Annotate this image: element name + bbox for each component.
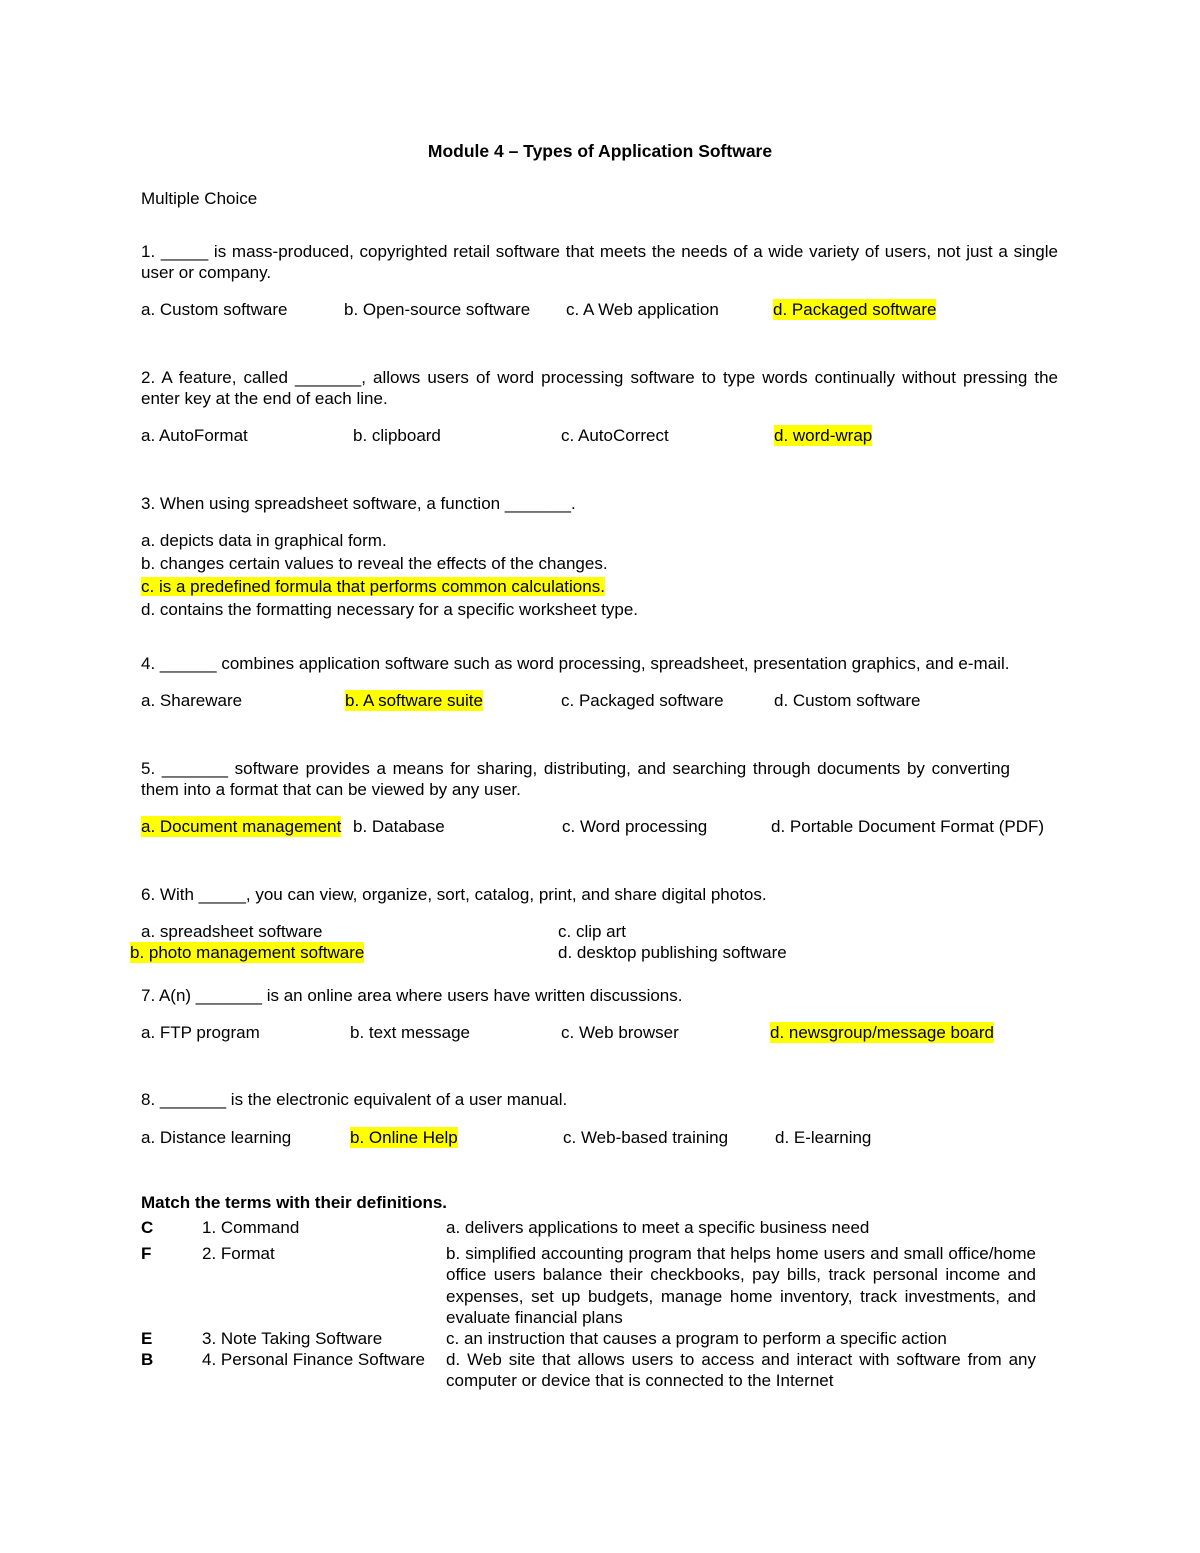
question-5-options (141, 816, 1101, 840)
matching-definition: d. Web site that allows users to access and interact with software from any computer or device that is connected to the Internet (446, 1350, 1036, 1391)
matching-answer-letter: E (141, 1329, 153, 1348)
q6-option-b-highlighted: b. photo management software (130, 943, 365, 962)
q1-option-b: b. Open-source software (344, 300, 531, 319)
q2-option-c: c. AutoCorrect (561, 426, 669, 445)
matching-definition: a. delivers applications to meet a specific business need (446, 1218, 870, 1237)
question-8-text: 8. _______ is the electronic equivalent of a user manual. (141, 1090, 568, 1109)
q4-option-a: a. Shareware (141, 691, 243, 710)
matching-answer-letter: F (141, 1244, 152, 1263)
question-4-text: 4. ______ combines application software such as word processing, spreadsheet, presentation graphics, and e-mail. (141, 654, 1010, 673)
question-1-text: 1. _____ is mass-produced, copyrighted retail software that meets the needs of a wide variety of users, not just a single user or company. (141, 242, 1058, 283)
q2-option-b: b. clipboard (353, 426, 441, 445)
q8-option-a: a. Distance learning (141, 1128, 292, 1147)
q4-option-d: d. Custom software (774, 691, 921, 710)
page-title: Module 4 – Types of Application Software (427, 141, 773, 161)
matching-term: 3. Note Taking Software (202, 1329, 383, 1348)
question-8-options (141, 1127, 1101, 1151)
q8-option-b-highlighted: b. Online Help (350, 1128, 458, 1147)
q5-option-b: b. Database (353, 817, 445, 836)
q1-option-c: c. A Web application (566, 300, 719, 319)
matching-term: 4. Personal Finance Software (202, 1350, 426, 1369)
q2-option-d-highlighted: d. word-wrap (774, 426, 873, 445)
q3-option-d: d. contains the formatting necessary for a specific worksheet type. (141, 600, 639, 619)
q7-option-a: a. FTP program (141, 1023, 260, 1042)
q8-option-c: c. Web-based training (563, 1128, 729, 1147)
q1-option-d-highlighted: d. Packaged software (773, 300, 937, 319)
q3-option-b: b. changes certain values to reveal the effects of the changes. (141, 554, 608, 573)
matching-term: 1. Command (202, 1218, 300, 1237)
question-2-text: 2. A feature, called _______, allows users of word processing software to type words continually without pressing the enter key at the end of each line. (141, 368, 1058, 409)
q1-option-a: a. Custom software (141, 300, 288, 319)
question-3-options (141, 530, 1058, 622)
question-6-text: 6. With _____, you can view, organize, sort, catalog, print, and share digital photos. (141, 885, 767, 904)
question-3-text: 3. When using spreadsheet software, a function _______. (141, 494, 576, 513)
question-5-text: 5. _______ software provides a means for sharing, distributing, and searching through documents by converting them into a format that can be viewed by any user. (141, 759, 1010, 800)
q4-option-b-highlighted: b. A software suite (345, 691, 483, 710)
question-4-options (141, 690, 1101, 714)
q7-option-b: b. text message (350, 1023, 471, 1042)
question-6-options (130, 921, 830, 967)
matching-term: 2. Format (202, 1244, 275, 1263)
q5-option-d: d. Portable Document Format (PDF) (771, 817, 1045, 836)
q5-option-a-highlighted: a. Document management (141, 817, 342, 836)
q3-option-c-highlighted: c. is a predefined formula that performs common calculations. (141, 577, 605, 596)
q5-option-c: c. Word processing (562, 817, 708, 836)
q6-option-d: d. desktop publishing software (558, 943, 787, 962)
q6-option-a: a. spreadsheet software (141, 922, 323, 941)
matching-definition: b. simplified accounting program that helps home users and small office/home office users balance their checkbooks, pay bills, track personal income and expenses, set up budgets, manage home inventory, track investments, and evaluate financial plans (446, 1244, 1036, 1327)
matching-heading: Match the terms with their definitions. (141, 1193, 448, 1212)
question-7-text: 7. A(n) _______ is an online area where users have written discussions. (141, 986, 683, 1005)
section-label: Multiple Choice (141, 189, 258, 208)
q7-option-c: c. Web browser (561, 1023, 679, 1042)
q3-option-a: a. depicts data in graphical form. (141, 531, 387, 550)
q8-option-d: d. E-learning (775, 1128, 872, 1147)
q6-option-c: c. clip art (558, 922, 627, 941)
q2-option-a: a. AutoFormat (141, 426, 248, 445)
matching-definition: c. an instruction that causes a program to perform a specific action (446, 1329, 947, 1348)
question-7-options (141, 1022, 1101, 1046)
matching-answer-letter: C (141, 1218, 154, 1237)
matching-answer-letter: B (141, 1350, 154, 1369)
question-2-options (141, 425, 1101, 449)
question-1-options (141, 299, 1101, 323)
q4-option-c: c. Packaged software (561, 691, 724, 710)
q7-option-d-highlighted: d. newsgroup/message board (770, 1023, 994, 1042)
